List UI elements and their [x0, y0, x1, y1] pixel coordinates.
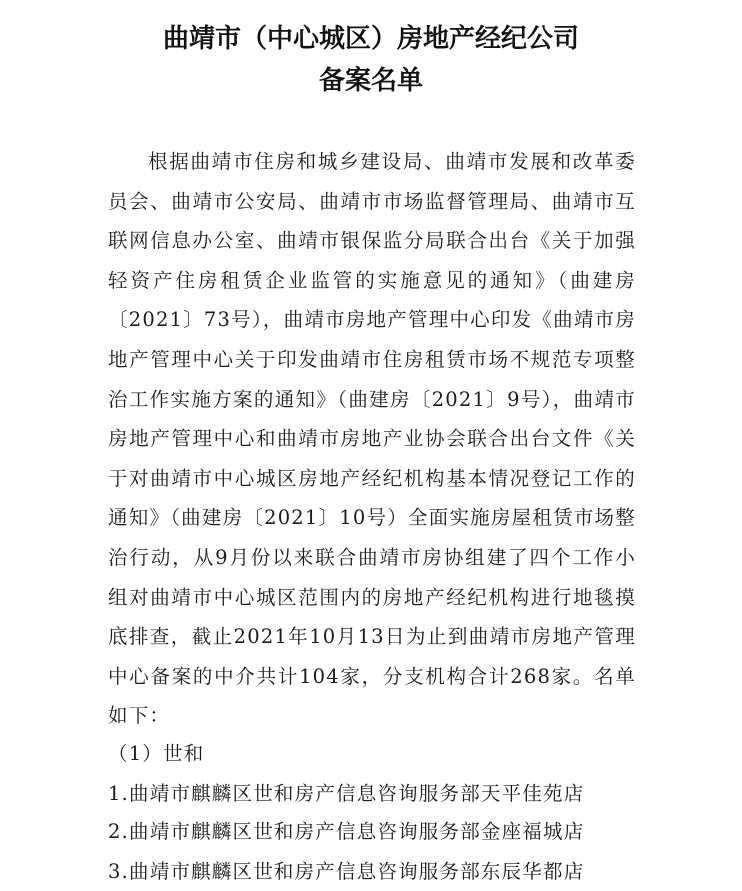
intro-paragraph: 根据曲靖市住房和城乡建设局、曲靖市发展和改革委员会、曲靖市公安局、曲靖市市场监督管理局、曲靖市互联网信息办公室、曲靖市银保监分局联合出台《关于加强轻资产住房租赁企业监管的实施意见的通知》（曲建房〔2021〕73号），曲靖市房地产管理中心印发《曲靖市房地产管理中心关于印发曲靖市住房租赁市场不规范专项整治工作实施方案的通知》（曲建房〔2021〕9号），曲靖市房地产管理中心和曲靖市房地产业协会联合出台文件《关于对曲靖市中心城区房地产经纪机构基本情况登记工作的通知》（曲建房〔2021〕10号）全面实施房屋租赁市场整治行动，从9月份以来联合曲靖市房协组建了四个工作小组对曲靖市中心城区范围内的房地产经纪机构进行地毯摸底排查，截止2021年10月13日为止到曲靖市房地产管理中心备案的中介共计104家，分支机构合计268家。名单如下：: [108, 150, 636, 728]
document-subtitle: 备案名单: [318, 66, 423, 96]
list-item: 2.曲靖市麒麟区世和房产信息咨询服务部金座福城店: [108, 820, 585, 843]
document-title: 曲靖市（中心城区）房地产经纪公司: [162, 24, 579, 54]
list-item: 1.曲靖市麒麟区世和房产信息咨询服务部天平佳苑店: [108, 782, 585, 805]
section-heading: （1）世和: [108, 742, 205, 765]
list-item: 3.曲靖市麒麟区世和房产信息咨询服务部东辰华都店: [108, 860, 585, 883]
